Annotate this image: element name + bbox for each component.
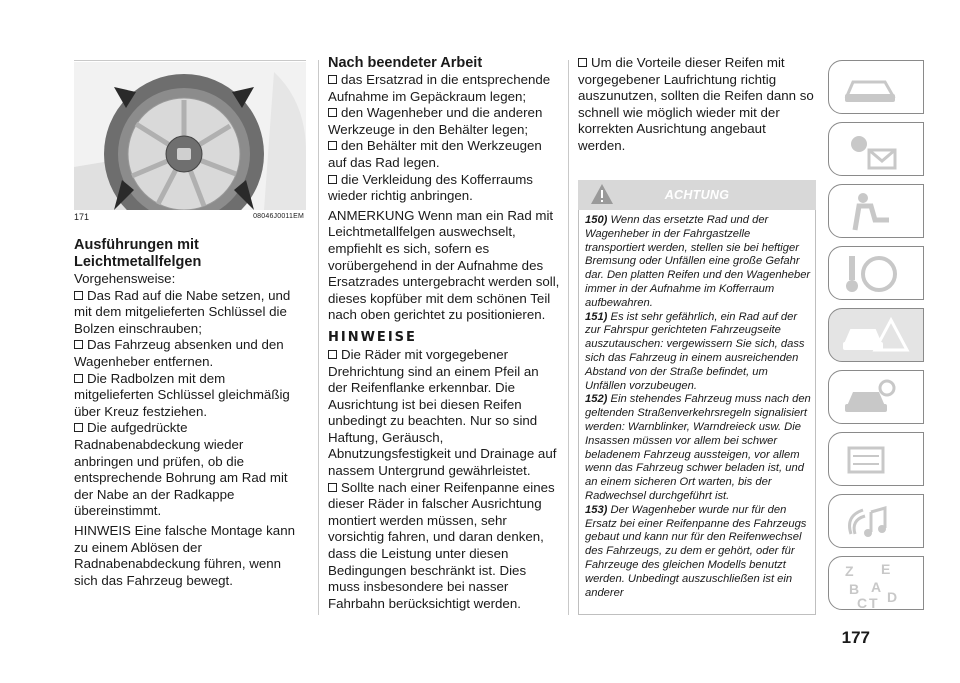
warning-item: 151) Es ist sehr gefährlich, ein Rad auf der zur Fahrspur gerichteten Fahrzeugseite auszutauschen: vergewissern Sie sich, dass sich das Fahrzeug in einem ausreichenden Abstand von der Straße befindet, um Unfällen vorzubeugen.: [585, 310, 805, 392]
svg-text:A: A: [871, 579, 882, 595]
warning-item: 153) Der Wagenheber wurde nur für den Ersatz bei einer Reifenpanne des Fahrzeugs gebaut und kann nur für den Reifenwechsel des Fahrzeugs, zu dem er gehört, oder für Fahrzeuge des gleichen Modells benutzt werden. Unbedingt auszuschließen ist ein anderer: [585, 503, 807, 599]
list-item: Um die Vorteile dieser Reifen mit vorgegebener Laufrichtung richtig auszunutzen, sollten die Reifen dann so schnell wie möglich wieder mit der korrekten Ausrichtung angebaut werden.: [578, 55, 814, 153]
checkbox-icon: [328, 141, 337, 150]
figure-number: 171: [74, 212, 90, 222]
tech-data-icon: [841, 438, 901, 482]
hinweise-heading: HINWEISE: [328, 329, 417, 345]
checkbox-icon: [74, 374, 83, 383]
warning-item: 152) Ein stehendes Fahrzeug muss nach den geltenden Straßenverkehrsregeln signalisiert werden: Warnblinker, Warndreieck usw. Die Insassen müssen vor allem bei schwer beladenem Fahrzeug aussteigen, vor allem wenn das Fahrzeug schwer beladen ist, und an einem sicheren Ort warten, bis der Radwechsel durchgeführt ist.: [585, 393, 811, 502]
list-item: Die aufgedrückte Radnabenabdeckung wieder anbringen und prüfen, ob die entsprechende Bohrung am Rad mit der Nabe an der Radkappe übereinstimmt.: [74, 420, 288, 519]
svg-text:D: D: [887, 589, 898, 605]
warning-box: [578, 210, 816, 615]
warning-title: ACHTUNG: [664, 188, 730, 202]
steering-key-icon: [841, 252, 901, 296]
tab-warning-lights[interactable]: [828, 122, 924, 176]
warning-header: [578, 180, 816, 210]
seat-safety-icon: [841, 190, 901, 234]
list-item: Die Radbolzen mit dem mitgelieferten Schlüssel gleichmäßig über Kreuz festziehen.: [74, 370, 290, 419]
multimedia-icon: [841, 500, 901, 544]
wrench-service-icon: [841, 376, 901, 420]
car-icon: [841, 66, 901, 110]
column-divider-1: [318, 60, 319, 615]
top-rule: [74, 60, 306, 61]
figure-code: 08046J0011EM: [253, 213, 304, 220]
warning-item: 150) Wenn das ersetzte Rad und der Wagenheber in der Fahrgastzelle transportiert werden, stellen sie bei heftiger Bremsung oder Unfällen eine große Gefahr dar. Den platten Reifen und den Wagenheber immer in der Aufnahme im Kofferraum aufbewahren.: [585, 214, 811, 309]
svg-text:Z: Z: [845, 563, 854, 579]
section-heading: Nach beendeter Arbeit: [328, 55, 483, 71]
warning-lights-icon: [841, 128, 901, 172]
index-icon: [841, 562, 911, 612]
checkbox-icon: [328, 350, 337, 359]
checkbox-icon: [74, 423, 83, 432]
checkbox-icon: [328, 108, 337, 117]
section-heading-line2: Leichtmetallfelgen: [74, 254, 202, 270]
tab-service[interactable]: [828, 370, 924, 424]
svg-text:B: B: [849, 581, 860, 597]
checkbox-icon: [328, 175, 337, 184]
note-text: ANMERKUNG Wenn man ein Rad mit Leichtmetallfelgen auswechselt, empfiehlt es sich, sofern es vorübergehend in der Aufnahme des Ersatzrades untergebracht werden soll, dieses kopfüber mit dem schönen Teil nach oben gerichtet zu positionieren.: [328, 207, 560, 323]
svg-text:T: T: [869, 595, 878, 611]
checkbox-icon: [74, 291, 83, 300]
list-item: Sollte nach einer Reifenpanne eines dieser Räder in falscher Ausrichtung montiert werden müssen, sehr vorsichtig fahren, und daran denken, dass die Leistung unter diesen Bedingungen beschränkt ist. Dies muss insbesondere bei nasser Fahrbahn berücksichtigt werden.: [328, 479, 555, 611]
checkbox-icon: [74, 340, 83, 349]
svg-text:C: C: [857, 595, 868, 611]
list-item: Die Räder mit vorgegebener Drehrichtung sind an einem Pfeil an der Reifenflanke erkennbar. Die Ausrichtung ist bei diesen Reifen unbedingt zu beachten. Nur so sind Haftung, Geräusch, Abnutzungsfestigkeit und Drainage auf nassem Untergrund gewährleistet.: [328, 346, 557, 479]
tab-index[interactable]: [828, 556, 924, 610]
checkbox-icon: [328, 483, 337, 492]
checkbox-icon: [328, 75, 337, 84]
tab-seat-safety[interactable]: [828, 184, 924, 238]
column-divider-2: [568, 60, 569, 615]
list-item: den Behälter mit den Werkzeugen auf das Rad legen.: [328, 138, 542, 170]
list-item: den Wagenheber und die anderen Werkzeuge in den Behälter legen;: [328, 105, 543, 137]
wheel-hub-illustration: [74, 62, 306, 210]
list-item: die Verkleidung des Kofferraums wieder richtig anbringen.: [328, 171, 533, 204]
list-item: Das Fahrzeug absenken und den Wagenheber entfernen.: [74, 337, 284, 369]
checkbox-icon: [578, 58, 587, 67]
tab-steering-key[interactable]: [828, 246, 924, 300]
list-item: Das Rad auf die Nabe setzen, und mit dem mitgelieferten Schlüssel die Bolzen einschrauben;: [74, 287, 291, 336]
tab-car[interactable]: [828, 60, 924, 114]
tab-multimedia[interactable]: [828, 494, 924, 548]
emergency-car-icon: [841, 314, 911, 358]
tab-tech-data[interactable]: [828, 432, 924, 486]
tab-emergency[interactable]: [828, 308, 924, 362]
list-item: das Ersatzrad in die entsprechende Aufnahme im Gepäckraum legen;: [328, 72, 551, 104]
page-number: 177: [841, 628, 870, 647]
section-heading-line1: Ausführungen mit: [74, 237, 199, 253]
note-text: HINWEIS Eine falsche Montage kann zu einem Ablösen der Radnabenabdeckung führen, wenn sich das Fahrzeug bewegt.: [74, 522, 295, 588]
intro-text: Vorgehensweise:: [74, 271, 176, 286]
svg-text:E: E: [881, 562, 891, 577]
